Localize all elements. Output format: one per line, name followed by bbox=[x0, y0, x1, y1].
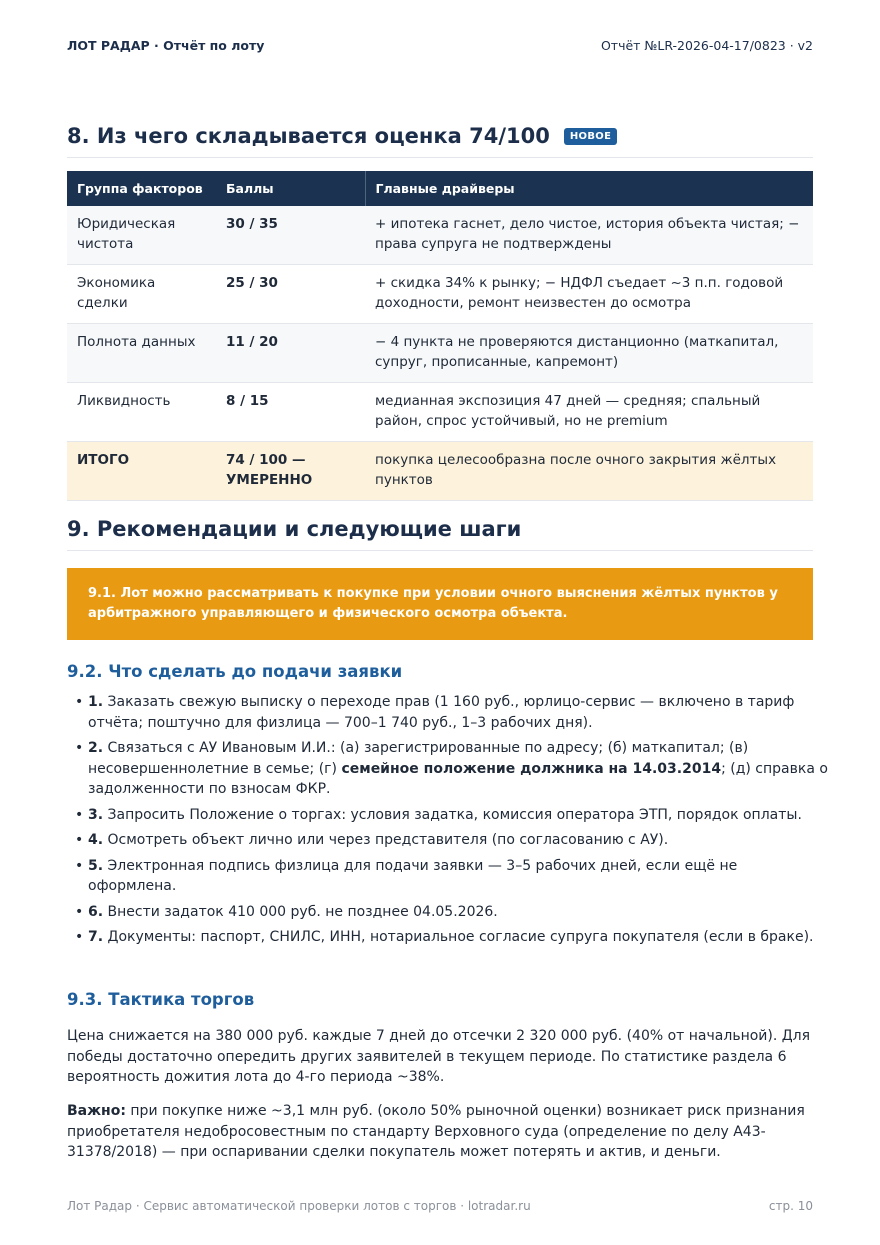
factor-drivers: + скидка 34% к рынку; − НДФЛ съедает ~3 п.п. годовой доходности, ремонт неизвестен до осмотра bbox=[365, 265, 813, 324]
factor-drivers: + ипотека гаснет, дело чистое, история объекта чистая; − права супруга не подтверждены bbox=[365, 206, 813, 265]
action-steps-list bbox=[67, 692, 834, 953]
tactics-paragraph: Цена снижается на 380 000 руб. каждые 7 дней до отсечки 2 320 000 руб. (40% от начальной). Для победы достаточно опередить других заявителей в текущем периоде. По статистике раздела 6 вероятность дожития лота до 4-го периода ~38%. bbox=[67, 1028, 811, 1085]
factor-group: Полнота данных bbox=[67, 324, 216, 383]
total-score: 74 / 100 — УМЕРЕННО bbox=[216, 442, 365, 501]
step-number: 1. bbox=[88, 694, 104, 710]
page-number: стр. 10 bbox=[768, 1199, 813, 1213]
factor-group: Юридическая чистота bbox=[67, 206, 216, 265]
recommendation-callout: 9.1. Лот можно рассматривать к покупке при условии очного выяснения жёлтых пунктов у арбитражного управляющего и физического осмотра объекта. bbox=[67, 568, 813, 640]
warning-paragraph bbox=[67, 1101, 813, 1163]
step-number: 4. bbox=[88, 832, 104, 848]
step-text: Электронная подпись физлица для подачи заявки — 3–5 рабочих дней, если ещё не оформлена. bbox=[88, 857, 738, 894]
table-row bbox=[67, 383, 813, 442]
list-item bbox=[88, 927, 834, 948]
factor-drivers: медианная экспозиция 47 дней — средняя; спальный район, спрос устойчивый, но не premium bbox=[365, 383, 813, 442]
total-drivers: покупка целесообразна после очного закрытия жёлтых пунктов bbox=[365, 442, 813, 501]
section-9-title bbox=[67, 517, 813, 551]
step-number: 3. bbox=[88, 806, 104, 823]
total-label: ИТОГО bbox=[67, 442, 216, 501]
score-breakdown-table bbox=[67, 171, 813, 501]
step-text: Документы: паспорт, СНИЛС, ИНН, нотариальное согласие супруга покупателя (если в браке). bbox=[103, 929, 814, 945]
step-text: Запросить Положение о торгах: условия задатка, комиссия оператора ЭТП, порядок оплаты. bbox=[103, 806, 802, 823]
factor-score: 8 / 15 bbox=[216, 383, 365, 442]
column-header-drivers: Главные драйверы bbox=[365, 171, 813, 206]
column-header-group: Группа факторов bbox=[67, 171, 216, 206]
list-item bbox=[88, 805, 834, 826]
report-brand: ЛОТ РАДАР · Отчёт по лоту bbox=[67, 38, 265, 53]
list-item bbox=[88, 856, 834, 897]
subsection-9-3-title: 9.3. Тактика торгов bbox=[67, 990, 255, 1009]
section-8-title-text: 8. Из чего складывается оценка 74/100 bbox=[67, 124, 550, 148]
step-number: 2. bbox=[88, 740, 104, 756]
step-text: Внести задаток 410 000 руб. не позднее 04.05.2026. bbox=[103, 903, 498, 920]
step-text: Осмотреть объект лично или через представителя (по согласованию с АУ). bbox=[103, 832, 669, 848]
factor-group: Экономика сделки bbox=[67, 265, 216, 324]
factor-score: 25 / 30 bbox=[216, 265, 365, 324]
table-total-row bbox=[67, 442, 813, 501]
list-item bbox=[88, 738, 834, 800]
factor-drivers: − 4 пункта не проверяются дистанционно (маткапитал, супруг, прописанные, капремонт) bbox=[365, 324, 813, 383]
footer-service: Лот Радар · Сервис автоматической проверки лотов с торгов · lotradar.ru bbox=[67, 1199, 531, 1213]
step-text: Заказать свежую выписку о переходе прав (1 160 руб., юрлицо-сервис — включено в тариф отчёта; поштучно для физлица — 700–1 740 руб., 1–3 рабочих дня). bbox=[88, 694, 795, 731]
new-badge: НОВОЕ bbox=[564, 128, 617, 145]
page-footer bbox=[67, 1199, 813, 1213]
table-row bbox=[67, 206, 813, 265]
step-number: 5. bbox=[88, 857, 104, 874]
report-number: Отчёт №LR-2026-04-17/0823 · v2 bbox=[600, 38, 813, 53]
list-item bbox=[88, 902, 834, 923]
table-row bbox=[67, 265, 813, 324]
list-item bbox=[88, 830, 834, 851]
step-number: 6. bbox=[88, 903, 104, 920]
factor-group: Ликвидность bbox=[67, 383, 216, 442]
column-header-score: Баллы bbox=[216, 171, 365, 206]
section-9-title-text: 9. Рекомендации и следующие шаги bbox=[67, 517, 522, 541]
warning-label: Важно: bbox=[67, 1103, 126, 1119]
warning-text: при покупке ниже ~3,1 млн руб. (около 50% рыночной оценки) возникает риск признания приобретателя недобросовестным по стандарту Верховного суда (определение по делу А43-31378/2018) — при оспаривании сделки покупатель может потерять и актив, и деньги. bbox=[67, 1103, 805, 1160]
list-item bbox=[88, 692, 834, 733]
step-emphasis: семейное положение должника на 14.03.2014 bbox=[341, 760, 722, 777]
step-text: Связаться с АУ Ивановым И.И.: (а) зарегистрированные по адресу; (б) маткапитал; (в) несовершеннолетние в семье; (г) bbox=[88, 740, 749, 777]
subsection-9-2-title: 9.2. Что сделать до подачи заявки bbox=[67, 662, 403, 681]
section-8-title bbox=[67, 124, 813, 158]
table-header-row bbox=[67, 171, 813, 206]
table-row bbox=[67, 324, 813, 383]
factor-score: 11 / 20 bbox=[216, 324, 365, 383]
page-header bbox=[67, 38, 813, 53]
factor-score: 30 / 35 bbox=[216, 206, 365, 265]
step-number: 7. bbox=[88, 929, 104, 945]
step-text-tail: ; (д) справка о задолженности по взносам ФКР. bbox=[88, 760, 828, 797]
